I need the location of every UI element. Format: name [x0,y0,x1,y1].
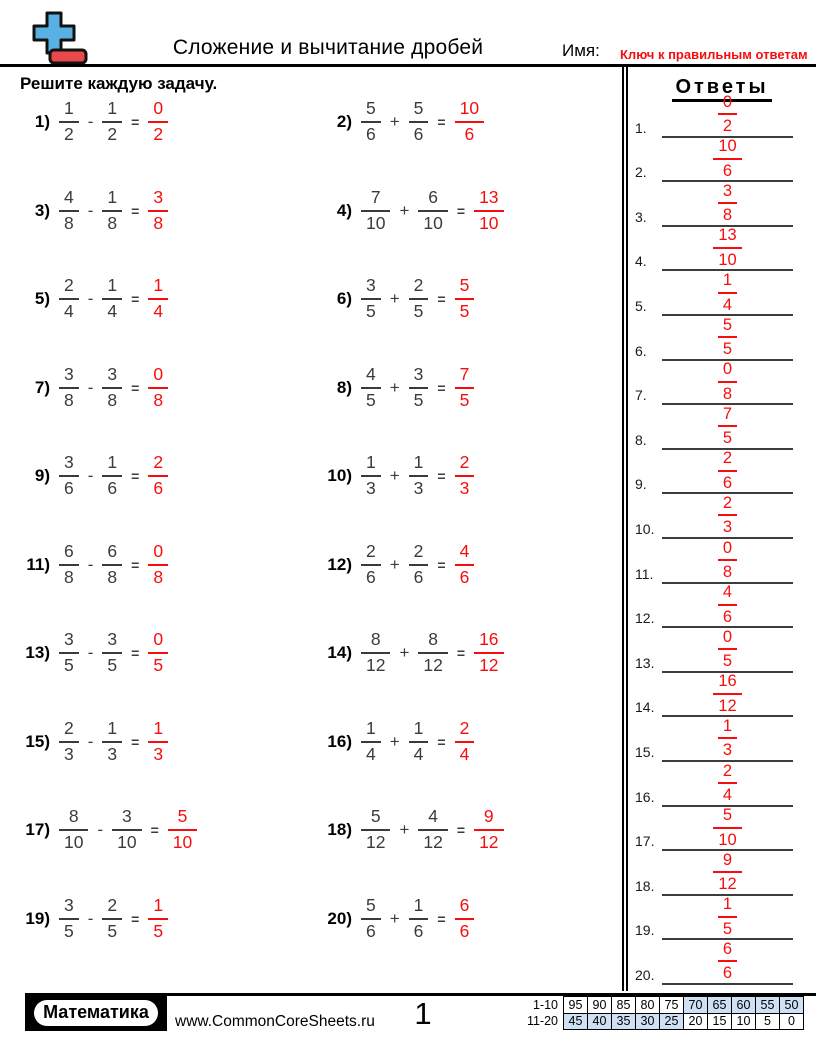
answer-fraction: $\frac{2}{3}$ [718,494,737,537]
problem-number: 8) [336,377,352,397]
answer-row [632,93,814,138]
answer-fraction: $\frac{7}{5}$ [718,405,737,448]
problem-row [16,719,168,765]
answer-key-label: Ключ к правильным ответам [620,47,808,62]
answer-row [632,138,814,183]
answer-fraction: $\frac{1}{4}$ [718,271,737,314]
answer-blank-line [662,628,793,673]
problem-row [16,630,168,676]
problem-number: 3) [34,200,50,220]
operator-sign: - [87,466,94,485]
operator-sign: + [389,908,400,928]
equals-sign: = [150,822,159,838]
problem-row [318,896,474,942]
fraction-operand-1: $\frac{2}{6}$ [361,542,381,587]
fraction-operand-2: $\frac{3}{5}$ [409,365,429,410]
answer-row [632,762,814,807]
problem-row [318,807,504,853]
answer-blank-line [662,672,793,717]
fraction-operand-1: $\frac{2}{4}$ [59,276,79,321]
equals-sign: = [131,733,140,750]
answer-row [632,271,814,316]
operator-sign: - [87,112,94,131]
fraction-operand-2: $\frac{1}{3}$ [409,453,429,498]
answer-row [632,584,814,629]
answer-fraction: $\frac{2}{3}$ [455,453,475,498]
problem-row [318,188,504,234]
answer-fraction: $\frac{2}{4}$ [455,719,475,764]
answer-blank-line [662,940,793,985]
score-cell: 10 [732,1013,756,1030]
fraction-operand-1: $\frac{6}{8}$ [59,542,79,587]
answer-blank-line [662,93,793,138]
operator-sign: + [399,820,410,839]
operator-sign: + [389,554,400,574]
equals-sign: = [437,910,446,927]
score-cell: 20 [684,1013,708,1030]
answer-number: 13. [635,654,655,671]
fraction-operand-1: $\frac{4}{8}$ [59,188,79,233]
fraction-operand-2: $\frac{1}{8}$ [102,188,122,233]
answer-row [632,316,814,361]
equals-sign: = [456,822,466,838]
answer-fraction: $\frac{1}{3}$ [148,719,168,764]
score-cell: 15 [708,1013,732,1030]
problem-number: 14) [327,643,352,662]
fraction-operand-1: $\frac{3}{5}$ [59,896,79,941]
problem-number: 13) [25,643,50,662]
score-cell: 35 [612,1013,636,1030]
fraction-operand-2: $\frac{1}{6}$ [102,453,122,498]
answer-fraction: $\frac{5}{10}$ [713,806,741,849]
score-cell: 90 [588,997,612,1014]
equals-sign: = [131,202,140,219]
answer-row [632,361,814,406]
answer-fraction: $\frac{7}{5}$ [455,365,475,410]
equals-sign: = [437,468,446,484]
fraction-operand-1: $\frac{4}{5}$ [361,365,381,410]
answer-number: 7. [635,387,647,404]
problem-number: 20) [327,908,352,928]
fraction-operand-1: $\frac{1}{4}$ [361,719,381,764]
equals-sign: = [131,645,140,661]
operator-sign: + [399,200,410,220]
answer-fraction: $\frac{0}{2}$ [148,99,168,144]
answer-fraction: $\frac{1}{4}$ [148,276,168,321]
score-cell: 0 [780,1013,804,1030]
answer-fraction: $\frac{0}{5}$ [718,628,737,671]
score-cell: 40 [588,1013,612,1030]
answer-fraction: $\frac{2}{6}$ [148,453,168,498]
equals-sign: = [437,379,446,396]
answer-fraction: $\frac{5}{5}$ [455,276,475,321]
fraction-operand-2: $\frac{4}{12}$ [418,807,447,852]
answer-fraction: $\frac{5}{10}$ [168,807,197,852]
answer-number: 3. [635,208,647,225]
answer-blank-line [662,226,793,271]
instruction-text: Решите каждую задачу. [20,74,218,93]
answer-number: 20. [635,966,655,983]
answer-number: 9. [635,476,647,493]
answer-blank-line [662,405,793,450]
answer-row [632,405,814,450]
problem-row [318,542,474,588]
equals-sign: = [131,379,140,396]
operator-sign: - [87,731,94,751]
answer-row [632,450,814,495]
answer-number: 4. [635,253,647,270]
answer-fraction: $\frac{4}{6}$ [718,583,737,626]
problem-number: 7) [34,377,50,397]
answer-blank-line [662,316,793,361]
answer-fraction: $\frac{2}{4}$ [718,762,737,805]
fraction-operand-1: $\frac{3}{8}$ [59,365,79,410]
answer-fraction: $\frac{13}{10}$ [713,226,741,269]
page-title: Сложение и вычитание дробей [172,36,484,59]
problem-row [318,453,474,499]
fraction-operand-2: $\frac{3}{5}$ [102,630,122,675]
operator-sign: - [87,289,94,308]
score-row-label: 11-20 [526,1014,558,1029]
equals-sign: = [456,202,466,219]
answer-number: 17. [635,833,655,850]
answer-fraction: $\frac{4}{6}$ [455,542,475,587]
problem-number: 6) [336,289,352,308]
answer-blank-line [662,271,793,316]
operator-sign: - [87,200,94,220]
problem-row [16,365,168,411]
answer-fraction: $\frac{0}{8}$ [718,539,737,582]
problem-row [16,896,168,942]
operator-sign: + [389,377,400,397]
equals-sign: = [456,645,466,661]
problem-row [318,99,484,145]
score-cell: 5 [756,1013,780,1030]
score-cell: 25 [660,1013,684,1030]
fraction-operand-2: $\frac{1}{3}$ [102,719,122,764]
answer-row [632,940,814,985]
website-url: www.CommonCoreSheets.ru [175,1013,375,1030]
problem-row [318,630,504,676]
fraction-operand-1: $\frac{5}{6}$ [361,896,381,941]
answer-fraction: $\frac{3}{8}$ [148,188,168,233]
answer-number: 16. [635,788,655,805]
operator-sign: - [87,643,94,662]
fraction-operand-1: $\frac{7}{10}$ [361,188,390,233]
answer-blank-line [662,717,793,762]
answer-fraction: $\frac{10}{6}$ [713,137,741,180]
answer-number: 15. [635,743,655,760]
operator-sign: + [399,643,410,662]
answer-row [632,539,814,584]
equals-sign: = [437,556,446,573]
answer-blank-line [662,449,793,494]
fraction-operand-1: $\frac{3}{6}$ [59,453,79,498]
answer-fraction: $\frac{6}{6}$ [718,940,737,983]
fraction-operand-2: $\frac{1}{2}$ [102,99,122,144]
answer-fraction: $\frac{1}{5}$ [718,895,737,938]
problem-number: 18) [327,820,352,839]
answer-row [632,494,814,539]
score-cell: 65 [708,997,732,1014]
equals-sign: = [437,291,446,307]
answer-fraction: $\frac{2}{6}$ [718,449,737,492]
operator-sign: + [389,112,400,131]
score-cell: 50 [780,997,804,1014]
answer-number: 1. [635,119,647,136]
problem-number: 11) [26,554,50,574]
answer-number: 2. [635,164,647,181]
answer-blank-line [662,360,793,405]
answer-fraction: $\frac{0}{8}$ [148,542,168,587]
fraction-operand-1: $\frac{8}{10}$ [59,807,88,852]
answer-fraction: $\frac{0}{8}$ [148,365,168,410]
answer-fraction: $\frac{1}{3}$ [718,717,737,760]
score-table [516,996,804,1030]
answer-number: 6. [635,342,647,359]
answer-fraction: $\frac{13}{10}$ [474,188,503,233]
answers-title-text: Ответы [672,76,771,102]
fraction-operand-2: $\frac{6}{8}$ [102,542,122,587]
score-cell: 55 [756,997,780,1014]
problem-row [318,719,474,765]
fraction-operand-1: $\frac{8}{12}$ [361,630,390,675]
answer-row [632,851,814,896]
operator-sign: - [87,908,94,928]
answer-fraction: $\frac{16}{12}$ [474,630,503,675]
answer-fraction: $\frac{3}{8}$ [718,182,737,225]
operator-sign: - [87,554,94,574]
fraction-operand-2: $\frac{8}{12}$ [418,630,447,675]
problem-row [318,276,474,322]
fraction-operand-1: $\frac{3}{5}$ [361,276,381,321]
answer-blank-line [662,851,793,896]
answer-number: 5. [635,297,647,314]
score-cell: 95 [564,997,588,1014]
fraction-operand-1: $\frac{3}{5}$ [59,630,79,675]
problem-row [16,542,168,588]
answer-row [632,673,814,718]
answer-number: 8. [635,431,647,448]
answer-number: 19. [635,922,655,939]
answer-row [632,227,814,272]
answer-row [632,717,814,762]
score-cell: 75 [660,997,684,1014]
problem-number: 10) [327,466,352,485]
answers-list [632,93,814,985]
score-cell: 60 [732,997,756,1014]
fraction-operand-2: $\frac{2}{6}$ [409,542,429,587]
answer-fraction: $\frac{0}{5}$ [148,630,168,675]
fraction-operand-2: $\frac{5}{6}$ [409,99,429,144]
name-label: Имя: [562,41,600,60]
answer-blank-line [662,494,793,539]
fraction-operand-2: $\frac{2}{5}$ [409,276,429,321]
problem-number: 17) [25,820,50,839]
answer-blank-line [662,539,793,584]
problem-row [16,276,168,322]
score-row [516,997,804,1014]
answer-fraction: $\frac{16}{12}$ [713,672,741,715]
answer-fraction: $\frac{5}{5}$ [718,316,737,359]
equals-sign: = [437,114,446,130]
score-cell: 30 [636,1013,660,1030]
answer-fraction: $\frac{0}{2}$ [718,93,737,136]
problem-number: 19) [25,908,50,928]
equals-sign: = [131,556,140,573]
score-row-label: 1-10 [532,997,558,1012]
equals-sign: = [131,114,140,130]
operator-sign: - [87,377,94,397]
fraction-operand-2: $\frac{3}{10}$ [112,807,141,852]
fraction-operand-2: $\frac{1}{6}$ [409,896,429,941]
score-cell: 80 [636,997,660,1014]
answer-number: 11. [635,565,654,582]
problem-number: 16) [327,731,352,751]
answer-fraction: $\frac{9}{12}$ [474,807,503,852]
problem-row [16,453,168,499]
operator-sign: + [389,289,400,308]
answer-blank-line [662,182,793,227]
score-cell: 45 [564,1013,588,1030]
equals-sign: = [131,910,140,927]
problem-number: 4) [336,200,352,220]
answers-divider [622,67,628,991]
fraction-operand-1: $\frac{1}{2}$ [59,99,79,144]
problem-row [318,365,474,411]
fraction-operand-2: $\frac{2}{5}$ [102,896,122,941]
fraction-operand-2: $\frac{1}{4}$ [102,276,122,321]
answer-number: 14. [635,699,655,716]
problem-number: 15) [25,731,50,751]
answer-blank-line [662,583,793,628]
answer-number: 12. [635,610,655,627]
fraction-operand-1: $\frac{5}{12}$ [361,807,390,852]
answer-fraction: $\frac{0}{8}$ [718,360,737,403]
problem-number: 12) [327,554,352,574]
answer-blank-line [662,762,793,807]
answer-fraction: $\frac{6}{6}$ [455,896,475,941]
operator-sign: + [389,731,400,751]
answer-number: 10. [635,520,655,537]
page-number: 1 [414,996,432,1031]
problem-number: 1) [34,112,50,131]
answer-number: 18. [635,877,655,894]
fraction-operand-1: $\frac{1}{3}$ [361,453,381,498]
answer-row [632,807,814,852]
problem-number: 5) [34,289,50,308]
answer-fraction: $\frac{9}{12}$ [713,851,741,894]
operator-sign: - [97,820,104,839]
equals-sign: = [131,468,140,484]
fraction-operand-2: $\frac{3}{8}$ [102,365,122,410]
answer-blank-line [662,806,793,851]
score-cell: 70 [684,997,708,1014]
problem-row [16,807,197,853]
problem-number: 9) [34,466,50,485]
answer-row [632,896,814,941]
answer-row [632,182,814,227]
score-cell: 85 [612,997,636,1014]
operator-sign: + [389,466,400,485]
answer-blank-line [662,895,793,940]
answer-blank-line [662,137,793,182]
score-row [516,1013,804,1030]
answer-fraction: $\frac{10}{6}$ [455,99,484,144]
problem-row [16,188,168,234]
fraction-operand-2: $\frac{6}{10}$ [418,188,447,233]
equals-sign: = [437,733,446,750]
subject-badge [25,994,167,1031]
problem-number: 2) [336,112,352,131]
problem-row [16,99,168,145]
equals-sign: = [131,291,140,307]
fraction-operand-1: $\frac{2}{3}$ [59,719,79,764]
subject-badge-label: Математика [34,1000,158,1026]
fraction-operand-2: $\frac{1}{4}$ [409,719,429,764]
fraction-operand-1: $\frac{5}{6}$ [361,99,381,144]
answer-fraction: $\frac{1}{5}$ [148,896,168,941]
answer-row [632,628,814,673]
